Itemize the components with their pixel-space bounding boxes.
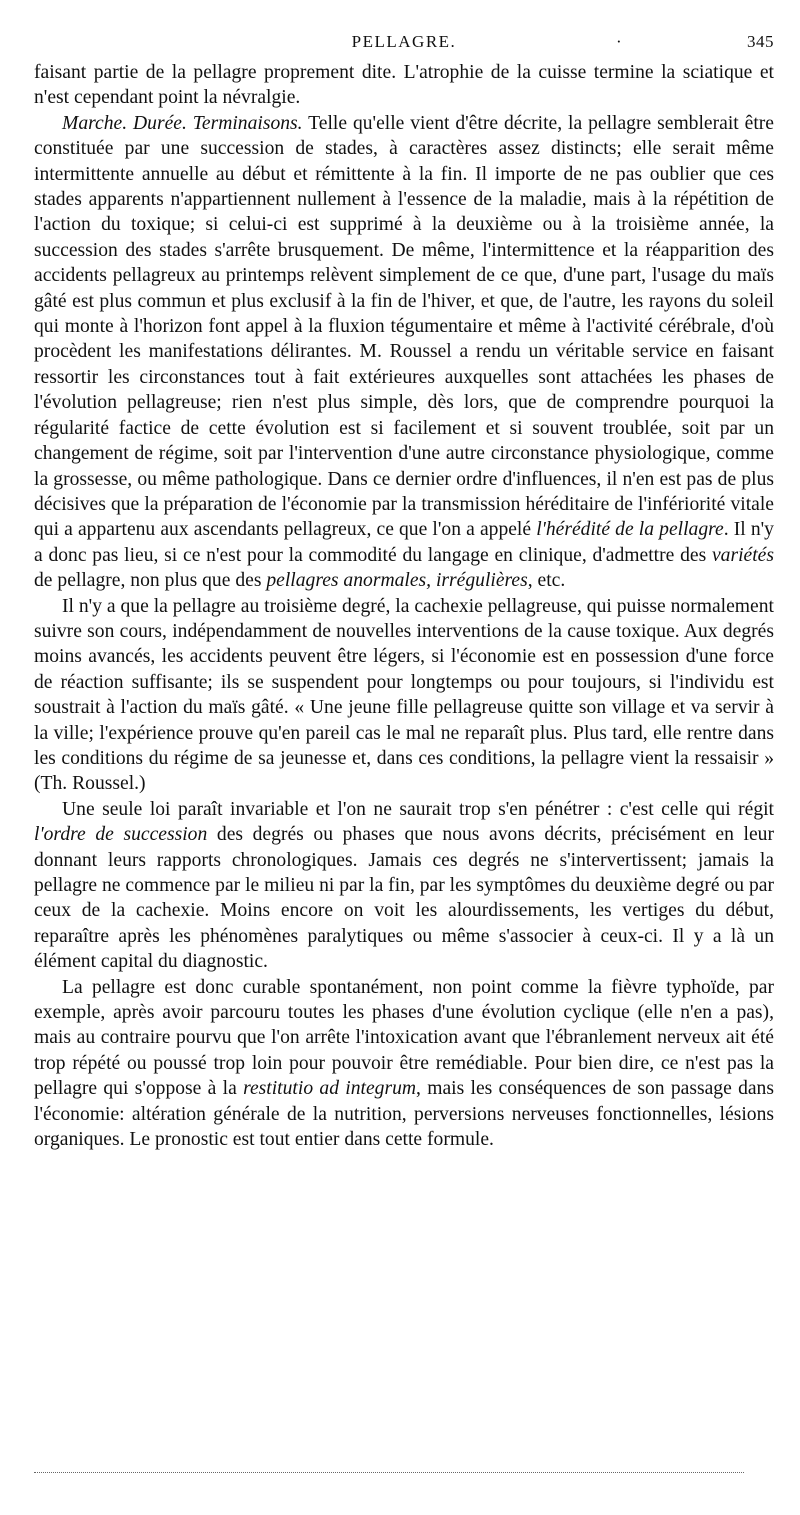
italic-phrase: variétés: [711, 544, 774, 566]
bottom-dotted-rule: [34, 1472, 744, 1473]
italic-phrase: pellagres anormales, irrégulières: [266, 570, 528, 592]
page-number: 345: [747, 32, 774, 51]
paragraph-text: faisant partie de la pellagre proprement dite. L'atrophie de la cuisse termine la sciatique et n'est cependant point la névralgie.: [34, 62, 774, 109]
header-dot: ·: [616, 32, 622, 51]
paragraph-text: , etc.: [527, 570, 566, 592]
italic-phrase: l'hérédité de la pellagre: [536, 519, 724, 541]
paragraph-continuation: [34, 60, 774, 111]
paragraph-text: Il n'y a que la pellagre au troisième degré, la cachexie pellagreuse, qui puisse normalement suivre son cours, indépendamment de nouvelles interventions de la cause toxique. Aux degrés moins avancés, les accidents peuvent être légers, si l'économie est en possession d'une force de réaction suffisante; ils se suspendent pour longtemps ou pour toujours, si l'individu est soustrait à l'action du maïs gâté. « Une jeune fille pellagreuse quitte son village et va servir à la ville; l'expérience prouve qu'en pareil cas le mal ne reparaît plus. Plus tard, elle rentre dans les conditions du régime de sa jeunesse et, dans ces conditions, la pellagre vient la ressaisir » (Th. Roussel.): [34, 595, 774, 795]
paragraph-text: . Il n'y a donc pas lieu, si ce n'est pour la commodité du langage en clinique, d'admettre des: [34, 519, 774, 566]
paragraph-text: des degrés ou phases que nous avons décrits, précisément en leur donnant leurs rapports chronologiques. Jamais ces degrés ne s'intervertissent; jamais la pellagre ne commence par le milieu ni par la fin, par les symptômes du deuxième degré ou par ceux de la cachexie. Moins encore on voit les alourdissements, les vertiges du début, reparaître après les phénomènes paralytiques ou même s'associer à ceux-ci. Il y a là un élément capital du diagnostic.: [34, 824, 774, 973]
running-header: [34, 0, 774, 60]
paragraph-text: La pellagre est donc curable spontanément, non point comme la fièvre typhoïde, par exemple, après avoir parcouru toutes les phases d'une évolution cyclique (elle n'en a pas), mais au contraire pourvu que l'on arrête l'intoxication avant que l'ébranlement nerveux ait été trop répété ou poussé trop loin pour pouvoir être remédiable. Pour bien dire, ce n'est pas la pellagre qui s'oppose à la: [34, 976, 774, 1100]
running-title: PELLAGRE.: [351, 32, 457, 51]
paragraph-loi: [34, 797, 774, 975]
paragraph-text: Telle qu'elle vient d'être décrite, la pellagre semblerait être constituée par une succession de stades, à caractères assez distincts; elle serait même intermittente annuelle au début et rémittente à la fin. Il importe de ne pas oublier que ces stades apparents n'appartiennent nullement à l'essence de la maladie, mais à la répétition de l'action du toxique; si celui-ci est supprimé à la deuxième ou à la troisième année, la succession des stades s'arrête brusquement. De même, l'intermittence et la réapparition des accidents pellagreux au printemps relèvent simplement de ce que, d'une part, l'usage du maïs gâté est plus commun et plus exclusif à la fin de l'hiver, et que, de l'autre, les rayons du soleil qui monte à l'horizon font appel à la fluxion tégumentaire et même à l'activité cérébrale, d'où procèdent les manifestations délirantes. M. Roussel a rendu un véritable service en faisant ressortir les circonstances tout à fait extérieures auxquelles sont attachées les phases de l'évolution pellagreuse; rien n'est plus simple, dès lors, que de comprendre pourquoi la régularité factice de cette évolution est si facilement et si souvent troublée, soit par un changement de régime, soit par l'intervention d'une autre circonstance physiologique, comme la grossesse, ou même pathologique. Dans ce dernier ordre d'influences, il n'en est pas de plus décisives que la préparation de l'économie par la transmission héréditaire de l'infériorité vitale qui a appartenu aux ascendants pellagreux, ce que l'on a appelé: [34, 112, 774, 541]
paragraph-text: Une seule loi paraît invariable et l'on ne saurait trop s'en pénétrer : c'est celle qui régit: [62, 798, 774, 820]
paragraph-marche: [34, 111, 774, 594]
paragraph-text: , mais les conséquences de son passage dans l'économie: altération générale de la nutrition, perversions nerveuses fonctionnelles, lésions organiques. Le pronostic est tout entier dans cette formule.: [34, 1078, 774, 1151]
italic-phrase: l'ordre de succession: [34, 824, 208, 846]
paragraph-curable: [34, 975, 774, 1153]
section-heading: Marche. Durée. Terminaisons.: [62, 112, 303, 134]
paragraph-troisieme-degre: [34, 594, 774, 797]
body-text: [34, 60, 774, 1152]
italic-phrase: restitutio ad integrum: [243, 1078, 417, 1100]
paragraph-text: de pellagre, non plus que des: [34, 570, 267, 592]
